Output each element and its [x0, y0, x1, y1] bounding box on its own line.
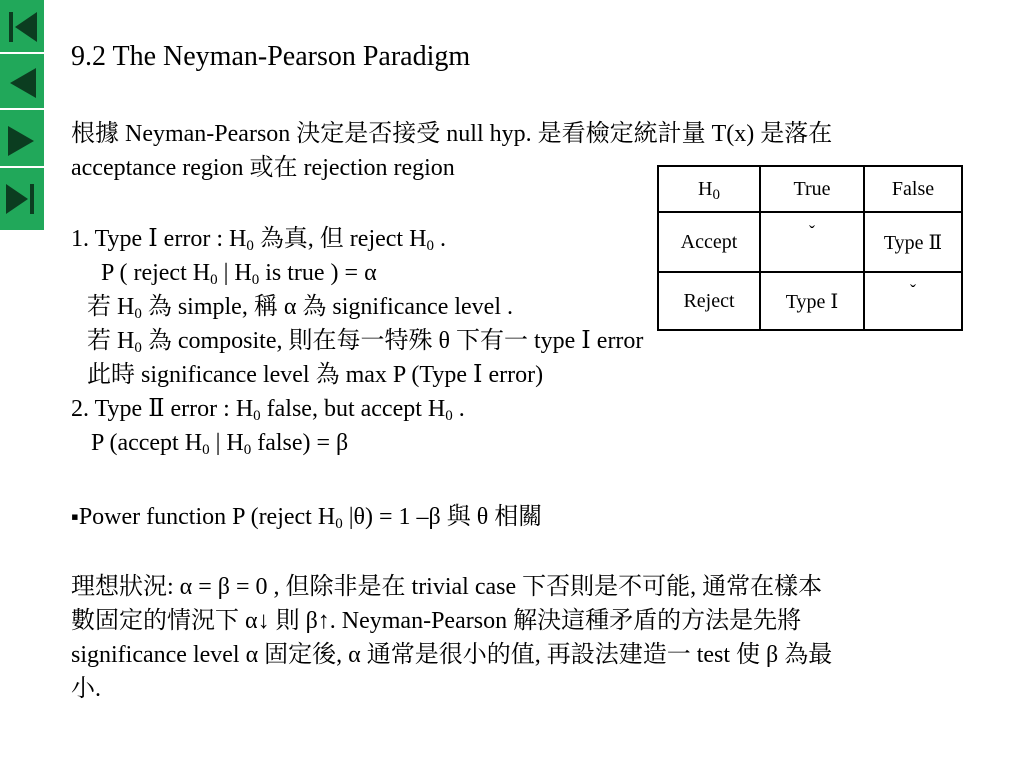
last-slide-button[interactable]: [0, 172, 44, 226]
type2-definition: 2. Type Ⅱ error : $H_0$ false, but accept $H_0$ .: [71, 396, 465, 424]
table-cell-reject-false: [864, 272, 962, 330]
error-type-table: [657, 165, 963, 331]
next-slide-button[interactable]: [0, 114, 44, 168]
table-row-reject-label: Reject: [658, 272, 760, 330]
intro-line-2: acceptance region 或在 rejection region: [71, 155, 455, 181]
type1-probability: P ( reject $H_0$ | $H_0$ is true ) = α: [101, 260, 377, 288]
type1-composite: 若 $H_0$ 為 composite, 則在每一特殊 θ 下有一 type Ⅰ error: [87, 328, 644, 356]
first-slide-button[interactable]: [0, 0, 44, 54]
ideal-line-2: 數固定的情況下 α↓ 則 β↑. Neyman-Pearson 解決這種矛盾的方法是先將: [71, 608, 802, 634]
ideal-line-3: significance level α 固定後, α 通常是很小的值, 再設法建造一 test 使 β 為最: [71, 642, 833, 668]
check-mark-icon: ˇ: [809, 221, 815, 242]
table-cell-accept-true: [760, 212, 864, 272]
table-row-accept-label: Accept: [658, 212, 760, 272]
slide-navigation-bar: [0, 0, 44, 230]
type1-definition: 1. Type Ⅰ error : $H_0$ 為真, 但 reject $H_0$ .: [71, 226, 446, 254]
check-mark-icon: ˇ: [910, 280, 916, 301]
first-slide-icon: [0, 0, 44, 54]
table-cell-reject-true: Type Ⅰ: [760, 272, 864, 330]
bullet-icon: ▪: [71, 504, 79, 529]
table-header-true: True: [760, 166, 864, 212]
previous-slide-button[interactable]: [0, 56, 44, 110]
table-header-h0: $H_0$: [658, 166, 760, 212]
table-cell-accept-false: Type Ⅱ: [864, 212, 962, 272]
next-slide-icon: [0, 114, 44, 168]
power-function: ▪Power function P (reject $H_0$ |θ) = 1 –β 與 θ 相關: [71, 504, 543, 532]
previous-slide-icon: [0, 56, 44, 110]
last-slide-icon: [0, 172, 44, 226]
type1-max: 此時 significance level 為 max P (Type Ⅰ error): [87, 362, 544, 388]
intro-line-1: 根據 Neyman-Pearson 決定是否接受 null hyp. 是看檢定統計量 T(x) 是落在: [71, 121, 833, 147]
slide-title: 9.2 The Neyman-Pearson Paradigm: [71, 41, 471, 72]
type1-simple: 若 $H_0$ 為 simple, 稱 α 為 significance level .: [87, 294, 513, 322]
type2-probability: P (accept $H_0$ | $H_0$ false) = β: [91, 430, 349, 458]
ideal-line-1: 理想狀況: α = β = 0 , 但除非是在 trivial case 下否則是不可能, 通常在樣本: [71, 574, 823, 600]
table-header-false: False: [864, 166, 962, 212]
ideal-line-4: 小.: [71, 676, 101, 702]
